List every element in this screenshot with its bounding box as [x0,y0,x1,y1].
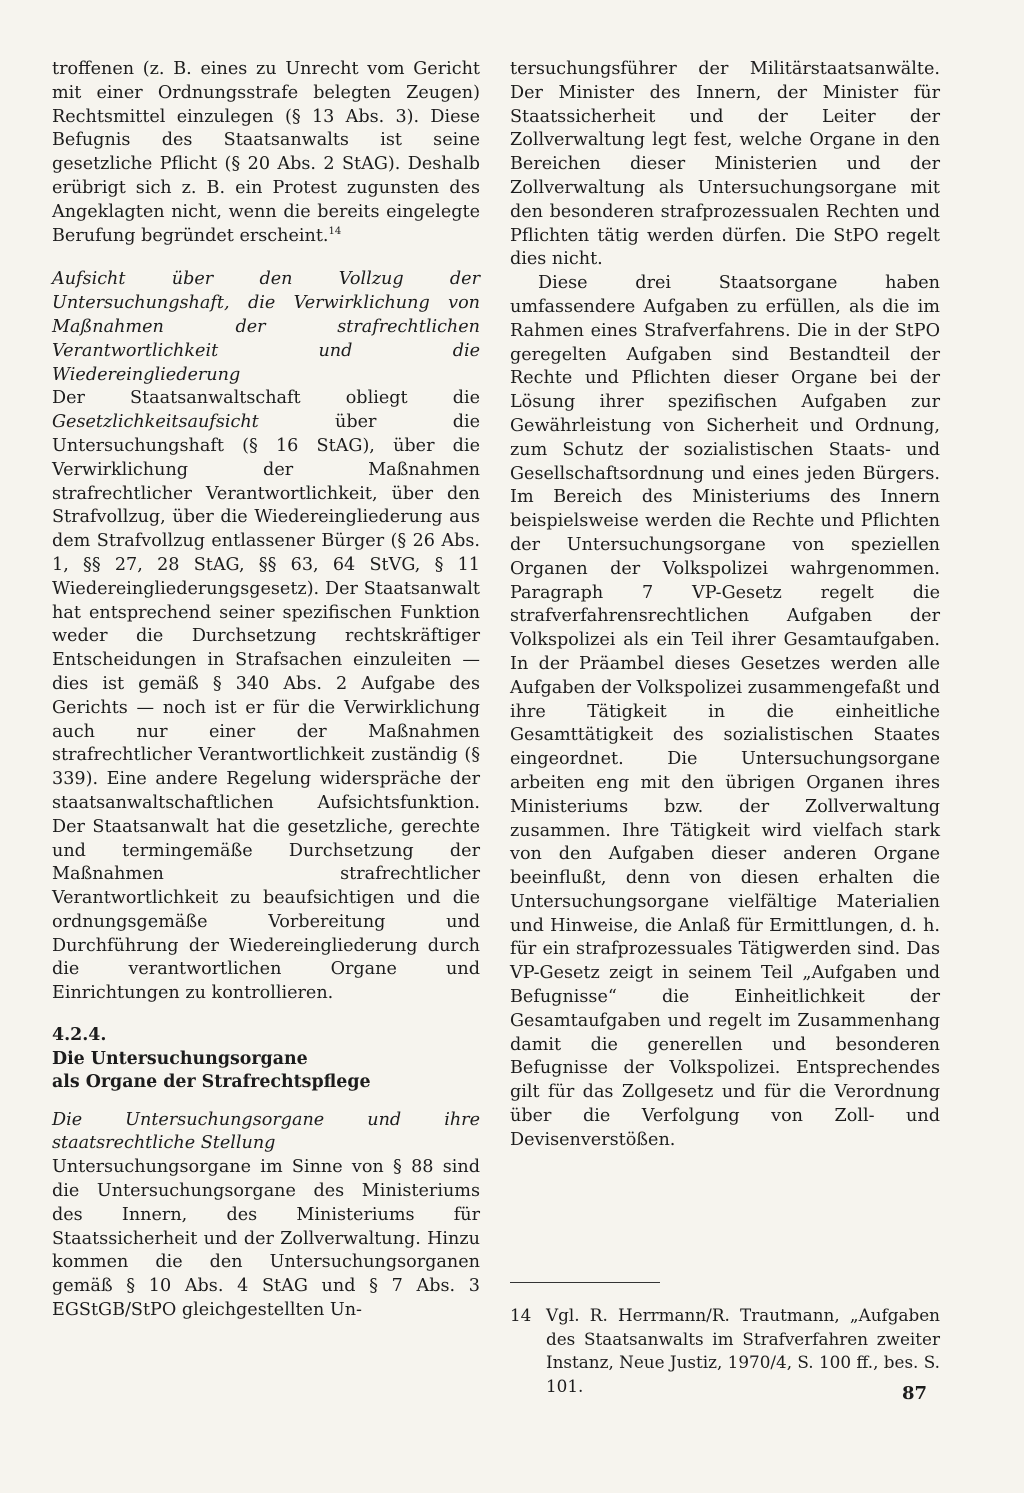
section-number: 4.2.4. [52,1025,107,1046]
left-paragraph-2-text-b: über die Untersuchungshaft (§ 16 StAG), über die Verwirklichung der Maßnahmen strafrechtlicher Verantwortlichkeit, über den Strafvollzug, über die Wiedereingliederung aus dem Strafvollzug entlassener Bürger (§ 26 Abs. 1, §§ 27, 28 StAG, §§ 63, 64 StVG, § 11 Wiedereingliederungsgesetz). Der Staatsanwalt hat entsprechend seiner spezifischen Funktion weder die Durchsetzung rechtskräftiger Entscheidungen in Strafsachen einzuleiten — dies ist gemäß § 340 Abs. 2 Aufgabe des Gerichts — noch ist er für die Verwirklichung auch nur einer der Maßnahmen strafrechtlicher Verantwortlichkeit zuständig (§ 339). Eine andere Regelung widerspräche der staatsanwaltschaftlichen Aufsichtsfunktion. Der Staatsanwalt hat die gesetzliche, gerechte und termingemäße Durchsetzung der Maßnahmen strafrechtlicher Verantwortlichkeit zu beaufsichtigen und die ordnungsgemäße Vorbereitung und Durchführung der Wiedereingliederung durch die verantwortlichen Organe und Einrichtungen zu kontrollieren. [52,412,480,1004]
footnote-divider [510,1282,660,1283]
section-title-line-2: als Organe der Strafrechtspflege [52,1072,371,1093]
subheading-stellung: Die Untersuchungsorgane und ihre staatsrechtliche Stellung [52,1109,480,1154]
footnote-text: Vgl. R. Herrmann/R. Trautmann, „Aufgaben des Staatsanwalts im Strafverfahren zweiter Instanz, Neue Justiz, 1970/4, S. 100 ff., bes. S. 101. [546,1305,940,1396]
footnote-number: 14 [510,1305,532,1325]
emphasis-gesetzlichkeitsaufsicht: Gesetzlichkeitsaufsicht [52,412,259,433]
left-paragraph-2 [52,387,480,1006]
right-paragraph-1: tersuchungsführer der Militärstaatsanwälte. Der Minister des Innern, der Minister für Staatssicherheit und der Leiter der Zollverwaltung legt fest, welche Organe in den Bereichen dieser Ministerien und der Zollverwaltung als Untersuchungsorgane mit den besonderen strafprozessualen Rechten und Pflichten tätig werden dürfen. Die StPO regelt dies nicht. [510,59,940,270]
left-column [52,58,480,1323]
section-title-line-1: Die Untersuchungsorgane [52,1048,308,1069]
left-paragraph-1-text: troffenen (z. B. eines zu Unrecht vom Gericht mit einer Ordnungsstrafe belegten Zeugen) Rechtsmittel einzulegen (§ 13 Abs. 3). Diese Befugnis des Staatsanwalts ist seine gesetzliche Pflicht (§ 20 Abs. 2 StAG). Deshalb erübrigt sich z. B. ein Protest zugunsten des Angeklagten nicht, wenn die bereits eingelegte Berufung begründet erscheint. [52,59,480,246]
footnote [510,1304,940,1398]
right-column [510,58,940,1153]
footnote-reference: 14 [328,225,342,237]
left-paragraph-1 [52,58,480,248]
left-paragraph-3: Untersuchungsorgane im Sinne von § 88 sind die Untersuchungsorgane des Ministeriums des Innern, des Ministeriums für Staatssicherheit und der Zollverwaltung. Hinzu kommen die den Untersuchungsorganen gemäß § 10 Abs. 4 StAG und § 7 Abs. 3 EGStGB/StPO gleichgestellten Un- [52,1157,480,1320]
left-paragraph-2-text-a: Der Staatsanwaltschaft obliegt die [52,388,480,409]
right-paragraph-2: Diese drei Staatsorgane haben umfassendere Aufgaben zu erfüllen, als die im Rahmen eines Strafverfahrens. Die in der StPO geregelten Aufgaben sind Bestandteil der Rechte und Pflichten dieser Organe bei der Lösung ihrer spezifischen Aufgaben zur Gewährleistung von Sicherheit und Ordnung, zum Schutz der sozialistischen Staats- und Gesellschaftsordnung und eines jeden Bürgers. Im Bereich des Ministeriums des Innern beispielsweise werden die Rechte und Pflichten der Untersuchungsorgane von speziellen Organen der Volkspolizei wahrgenommen. Paragraph 7 VP-Gesetz regelt die strafverfahrensrechtlichen Aufgaben der Volkspolizei als ein Teil ihrer Gesamtaufgaben. In der Präambel dieses Gesetzes werden alle Aufgaben der Volkspolizei zusammengefaßt und ihre Tätigkeit in die einheitliche Gesamttätigkeit des sozialistischen Staates eingeordnet. Die Untersuchungsorgane arbeiten eng mit den übrigen Organen ihres Ministeriums bzw. der Zollverwaltung zusammen. Ihre Tätigkeit wird vielfach stark von den Aufgaben dieser anderen Organe beeinflußt, denn von diesen erhalten die Untersuchungsorgane vielfältige Materialien und Hinweise, die Anlaß für Ermittlungen, d. h. für ein strafprozessuales Tätigwerden sind. Das VP-Gesetz zeigt in seinem Teil „Aufgaben und Befugnisse“ die Einheitlichkeit der Gesamtaufgaben und regelt im Zusammenhang damit die generellen und besonderen Befugnisse der Volkspolizei. Entsprechendes gilt für das Zollgesetz und für die Verordnung über die Verfolgung von Zoll- und Devisenverstößen. [510,273,940,1150]
subheading-aufsicht: Aufsicht über den Vollzug der Untersuchungshaft, die Verwirklichung von Maßnahmen der strafrechtlichen Verantwortlichkeit und die Wiedereingliederung [52,269,480,385]
page-number: 87 [902,1383,928,1404]
